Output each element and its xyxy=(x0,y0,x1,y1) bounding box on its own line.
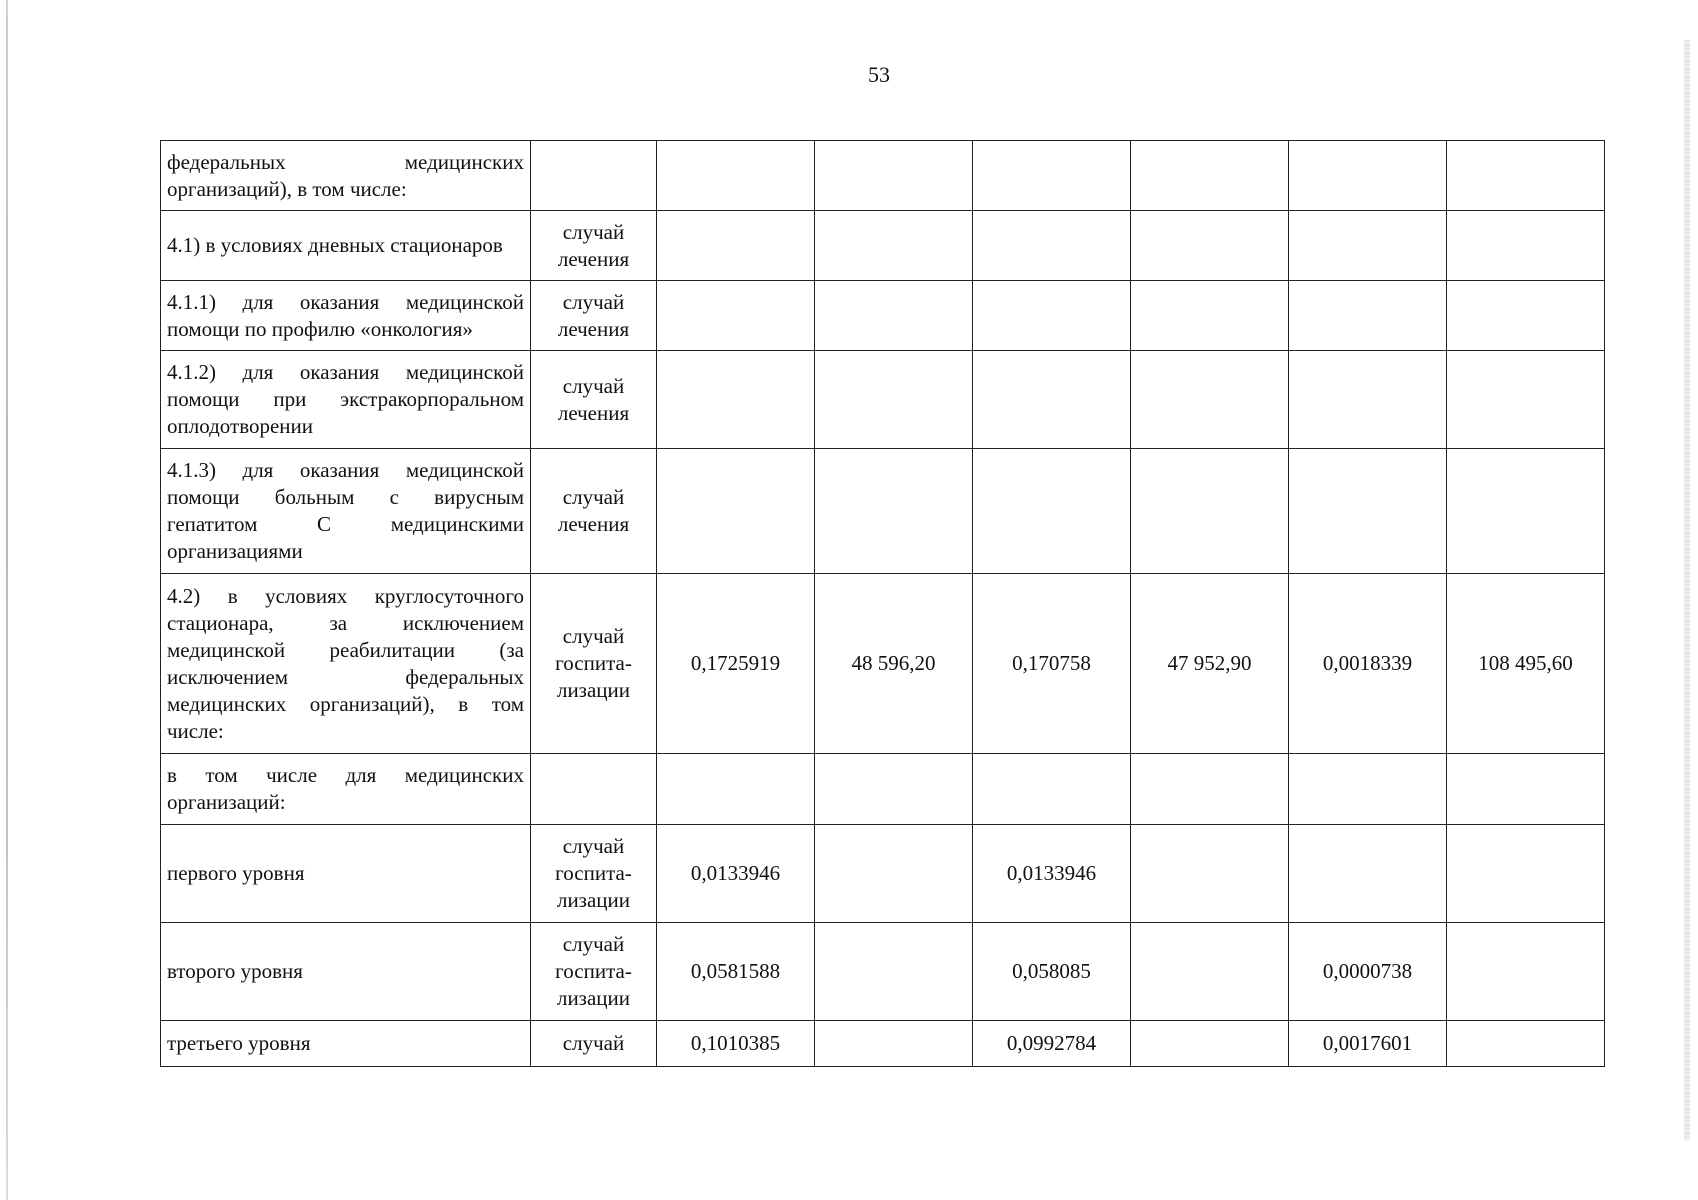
scan-edge-right xyxy=(1684,40,1690,1140)
row-description: 4.1.3) для оказания медицинской помощи больным с вирусным гепатитом С медицинскими организациями xyxy=(161,449,531,574)
value-cell xyxy=(1131,141,1289,211)
table-row xyxy=(161,923,1605,1021)
row-description: 4.1.2) для оказания медицинской помощи при экстракорпоральном оплодотворении xyxy=(161,351,531,449)
row-description: третьего уровня xyxy=(161,1021,531,1067)
row-unit: случай лечения xyxy=(531,449,657,574)
table-row xyxy=(161,449,1605,574)
value-cell xyxy=(657,211,815,281)
value-cell xyxy=(1289,754,1447,825)
value-cell xyxy=(1447,351,1605,449)
value-cell xyxy=(1131,923,1289,1021)
value-cell: 47 952,90 xyxy=(1131,574,1289,754)
value-cell: 108 495,60 xyxy=(1447,574,1605,754)
value-cell: 0,0133946 xyxy=(973,825,1131,923)
value-cell: 0,1010385 xyxy=(657,1021,815,1067)
value-cell xyxy=(1447,281,1605,351)
value-cell xyxy=(815,1021,973,1067)
value-cell xyxy=(1131,351,1289,449)
row-unit: случай госпита- лизации xyxy=(531,574,657,754)
value-cell: 0,0992784 xyxy=(973,1021,1131,1067)
value-cell: 0,170758 xyxy=(973,574,1131,754)
value-cell: 0,058085 xyxy=(973,923,1131,1021)
table-row xyxy=(161,574,1605,754)
value-cell xyxy=(1289,825,1447,923)
row-unit xyxy=(531,754,657,825)
row-unit: случай госпита- лизации xyxy=(531,825,657,923)
table-row xyxy=(161,281,1605,351)
value-cell: 0,0133946 xyxy=(657,825,815,923)
value-cell xyxy=(973,449,1131,574)
value-cell: 0,1725919 xyxy=(657,574,815,754)
value-cell xyxy=(1289,211,1447,281)
value-cell xyxy=(973,754,1131,825)
value-cell xyxy=(1447,825,1605,923)
row-description: федеральных медицинских организаций), в том числе: xyxy=(161,141,531,211)
value-cell xyxy=(1131,449,1289,574)
value-cell xyxy=(657,351,815,449)
table-row xyxy=(161,351,1605,449)
row-unit: случай лечения xyxy=(531,351,657,449)
row-unit: случай госпита- лизации xyxy=(531,923,657,1021)
value-cell: 0,0000738 xyxy=(1289,923,1447,1021)
table-row xyxy=(161,1021,1605,1067)
value-cell xyxy=(1447,141,1605,211)
value-cell xyxy=(657,281,815,351)
value-cell xyxy=(815,825,973,923)
row-description: 4.1) в условиях дневных стационаров xyxy=(161,211,531,281)
value-cell xyxy=(1289,281,1447,351)
value-cell xyxy=(815,923,973,1021)
value-cell xyxy=(657,141,815,211)
value-cell: 0,0017601 xyxy=(1289,1021,1447,1067)
value-cell xyxy=(1289,141,1447,211)
value-cell xyxy=(1131,825,1289,923)
table-row xyxy=(161,211,1605,281)
row-unit: случай лечения xyxy=(531,211,657,281)
row-description: в том числе для медицинских организаций: xyxy=(161,754,531,825)
table-row xyxy=(161,825,1605,923)
value-cell xyxy=(973,351,1131,449)
value-cell xyxy=(1447,449,1605,574)
value-cell xyxy=(1447,1021,1605,1067)
value-cell xyxy=(815,211,973,281)
table-row xyxy=(161,141,1605,211)
page-number: 53 xyxy=(868,62,890,87)
value-cell xyxy=(815,754,973,825)
value-cell xyxy=(1447,923,1605,1021)
value-cell xyxy=(815,281,973,351)
value-cell xyxy=(973,281,1131,351)
data-table xyxy=(160,140,1605,1067)
scan-edge-left xyxy=(6,0,8,1200)
row-description: 4.1.1) для оказания медицинской помощи по профилю «онкология» xyxy=(161,281,531,351)
row-unit xyxy=(531,141,657,211)
value-cell xyxy=(1131,754,1289,825)
value-cell xyxy=(1289,449,1447,574)
row-description: второго уровня xyxy=(161,923,531,1021)
value-cell: 0,0581588 xyxy=(657,923,815,1021)
table-row xyxy=(161,754,1605,825)
value-cell xyxy=(1447,754,1605,825)
value-cell xyxy=(815,351,973,449)
value-cell xyxy=(815,141,973,211)
value-cell xyxy=(1447,211,1605,281)
value-cell xyxy=(973,141,1131,211)
value-cell xyxy=(1131,211,1289,281)
value-cell xyxy=(1131,1021,1289,1067)
value-cell: 0,0018339 xyxy=(1289,574,1447,754)
row-description: 4.2) в условиях круглосуточного стационара, за исключением медицинской реабилитации (за исключением федеральных медицинских организаций), в том числе: xyxy=(161,574,531,754)
value-cell xyxy=(657,449,815,574)
value-cell xyxy=(657,754,815,825)
value-cell xyxy=(815,449,973,574)
value-cell xyxy=(973,211,1131,281)
row-unit: случай xyxy=(531,1021,657,1067)
value-cell xyxy=(1289,351,1447,449)
row-unit: случай лечения xyxy=(531,281,657,351)
value-cell xyxy=(1131,281,1289,351)
row-description: первого уровня xyxy=(161,825,531,923)
value-cell: 48 596,20 xyxy=(815,574,973,754)
